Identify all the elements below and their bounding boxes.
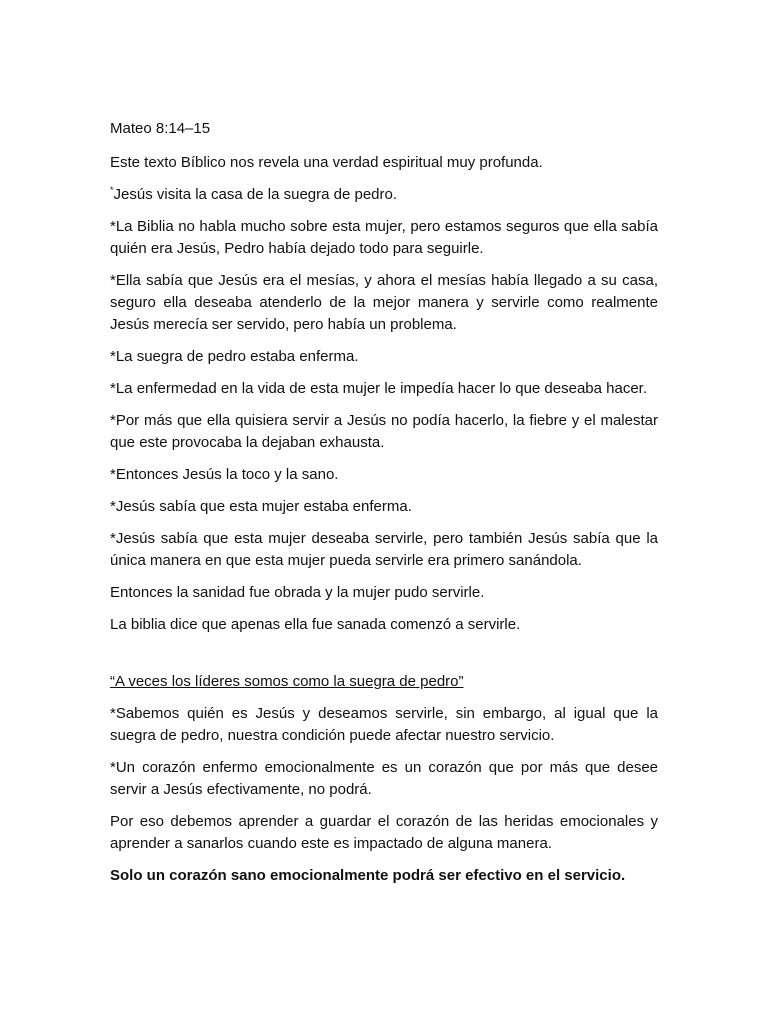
paragraph-we-know: *Sabemos quién es Jesús y deseamos servirle, sin embargo, al igual que la suegra de pedro, nuestra condición puede afectar nuestro servicio. xyxy=(110,705,658,744)
paragraph-visit xyxy=(110,184,658,206)
conclusion-statement: Solo un corazón sano emocionalmente podrá ser efectivo en el servicio. xyxy=(110,867,626,884)
paragraph-guard-heart: Por eso debemos aprender a guardar el corazón de las heridas emocionales y aprender a sanarlos cuando este es impactado de alguna manera. xyxy=(110,813,658,852)
document-body xyxy=(110,118,658,897)
paragraph-messiah: *Ella sabía que Jesús era el mesías, y ahora el mesías había llegado a su casa, seguro ella deseaba atenderlo de la mejor manera y servirle como realmente Jesús merecía ser servido, pero había un problema. xyxy=(110,272,658,333)
paragraph-knew-serve: *Jesús sabía que esta mujer deseaba servirle, pero también Jesús sabía que la única manera en que esta mujer pueda servirle era primero sanándola. xyxy=(110,530,658,569)
paragraph-knew-sick: *Jesús sabía que esta mujer estaba enferma. xyxy=(110,498,412,515)
paragraph-healing-done: Entonces la sanidad fue obrada y la mujer pudo servirle. xyxy=(110,584,485,601)
asterisk-mark: * xyxy=(110,185,114,195)
intro-paragraph: Este texto Bíblico nos revela una verdad espiritual muy profunda. xyxy=(110,154,543,171)
paragraph-began-serving: La biblia dice que apenas ella fue sanada comenzó a servirle. xyxy=(110,616,521,633)
paragraph-healed: *Entonces Jesús la toco y la sano. xyxy=(110,466,339,483)
scripture-reference: Mateo 8:14–15 xyxy=(110,120,211,137)
paragraph-illness: *La enfermedad en la vida de esta mujer le impedía hacer lo que deseaba hacer. xyxy=(110,380,648,397)
paragraph-fever: *Por más que ella quisiera servir a Jesús no podía hacerlo, la fiebre y el malestar que este provocaba la dejaban exhausta. xyxy=(110,412,658,451)
paragraph-bible-woman: *La Biblia no habla mucho sobre esta mujer, pero estamos seguros que ella sabía quién era Jesús, Pedro había dejado todo para seguirle. xyxy=(110,218,658,257)
paragraph-sick: *La suegra de pedro estaba enferma. xyxy=(110,348,359,365)
section-subtitle: “A veces los líderes somos como la suegra de pedro” xyxy=(110,673,464,690)
paragraph-sick-heart: *Un corazón enfermo emocionalmente es un corazón que por más que desee servir a Jesús efectivamente, no podrá. xyxy=(110,759,658,798)
paragraph-visit-text: Jesús visita la casa de la suegra de pedro. xyxy=(113,186,398,203)
